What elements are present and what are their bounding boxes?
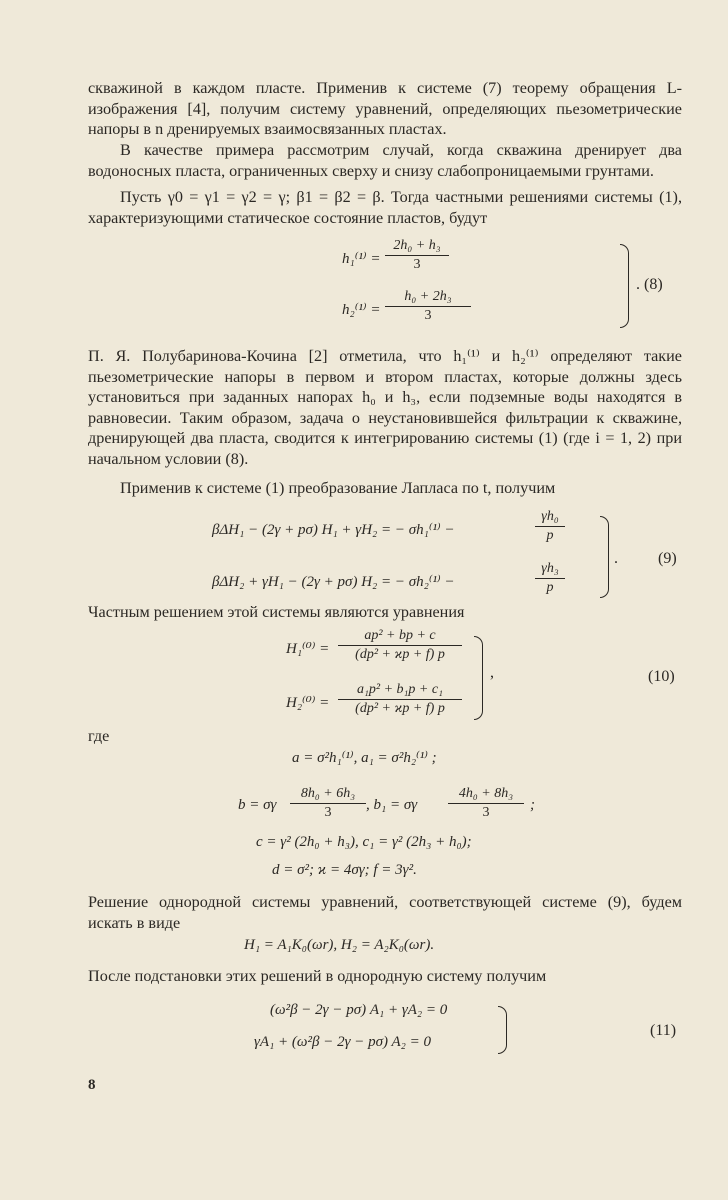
eq9-f1den: p [546, 528, 554, 543]
where-label: где [88, 727, 110, 745]
page-number: 8 [88, 1077, 96, 1093]
eq11-brace [498, 1006, 507, 1054]
paragraph-intro: скважиной в каждом пласте. Применив к системе (7) теорему обращения L-изображения [4], получим систему уравнений, определяющих пьезометрические напоры в n дренируемых взаимосвязанных пластах. [88, 79, 682, 138]
coef-b1-lhs: , b₁ = σγ [366, 797, 418, 813]
eq10-num1: ap² + bp + c [364, 628, 436, 643]
eq9-line1: βΔH₁ − (2γ + pσ) H₁ + γH₂ = − σh₁⁽¹⁾ − [212, 522, 455, 538]
paragraph-substitution: После подстановки этих решений в однородную систему получим [88, 967, 547, 985]
coef-b1-den: 3 [482, 805, 490, 820]
eq9-line2: βΔH₂ + γH₁ − (2γ + pσ) H₂ = − σh₂⁽¹⁾ − [212, 574, 455, 590]
eq8-den2: 3 [424, 308, 432, 323]
eq10-frac1 [338, 628, 462, 663]
eq8-lhs2: h₂⁽¹⁾ = [342, 302, 381, 318]
eq11-line2: γA₁ + (ω²β − 2γ − pσ) A₂ = 0 [254, 1034, 431, 1050]
eq9-f1num: γh₀ [541, 509, 559, 524]
coef-b-num: 8h₀ + 6h₃ [300, 786, 356, 801]
eq8-num1: 2h₀ + h₃ [393, 238, 441, 253]
eq9-brace [600, 516, 609, 598]
coef-b-frac [290, 786, 366, 821]
eq11-line1: (ω²β − 2γ − pσ) A₁ + γA₂ = 0 [270, 1002, 448, 1018]
paragraph-laplace: Применив к системе (1) преобразование Лапласа по t, получим [120, 479, 556, 497]
eq8-frac2 [385, 289, 471, 324]
coef-b1-num: 4h₀ + 8h₃ [458, 786, 514, 801]
eq9-label: . (9) [614, 550, 677, 567]
eq8-brace [620, 244, 629, 328]
eq9-f2num: γh₃ [541, 561, 559, 576]
coef-d: d = σ²; ϰ = 4σγ; f = 3γ². [272, 862, 417, 878]
paragraph-homogeneous: Решение однородной системы уравнений, соответствующей системе (9), будем искать в виде [88, 893, 682, 932]
eq9-f2den: p [546, 580, 554, 595]
eq8-num2: h₀ + 2h₃ [404, 289, 452, 304]
eq9-frac2 [535, 561, 565, 596]
eq8-den1: 3 [413, 257, 421, 272]
paragraph-let: Пусть γ0 = γ1 = γ2 = γ; β1 = β2 = β. Тогда частными решениями системы (1), характеризующими статическое состояние пластов, будут [88, 188, 682, 227]
eq10-num2: a₁p² + b₁p + c₁ [357, 682, 443, 697]
coef-c: c = γ² (2h₀ + h₃), c₁ = γ² (2h₃ + h₀); [256, 834, 472, 850]
eq10-den1: (dp² + ϰp + f) p [355, 647, 445, 662]
eq10-frac2 [338, 682, 462, 717]
coef-b-lhs: b = σγ [238, 797, 277, 813]
eq10-label: (10) [648, 668, 675, 685]
coef-b-den: 3 [324, 805, 332, 820]
eq11-label: (11) [650, 1022, 677, 1039]
eq10-comma: , [490, 664, 494, 681]
paragraph-polubarinova: П. Я. Полубаринова-Кочина [2] отметила, что h₁⁽¹⁾ и h₂⁽¹⁾ определяют такие пьезометрические напоры в первом и втором пластах, которые должны здесь установиться при заданных напорах h₀ и h₃, если подземные воды находятся в равновесии. Таким образом, задача о неустановившейся фильтрации к скважине, дренирующей два пласта, сводится к интегрированию системы (1) (где i = 1, 2) при начальном условии (8). [88, 347, 682, 468]
eq10-lhs2: H₂⁽⁰⁾ = [286, 695, 330, 711]
eq8-label: . (8) [636, 276, 663, 293]
coef-b-end: ; [530, 797, 535, 813]
paragraph-example: В качестве примера рассмотрим случай, когда скважина дренирует два водоносных пласта, ограниченных сверху и снизу слабопроницаемыми грунтами. [88, 141, 682, 180]
eq10-lhs1: H₁⁽⁰⁾ = [286, 641, 330, 657]
coef-a: a = σ²h₁⁽¹⁾, a₁ = σ²h₂⁽¹⁾ ; [292, 750, 437, 766]
eq8-lhs1: h₁⁽¹⁾ = [342, 251, 381, 267]
equation-H: H₁ = A₁K₀(ωr), H₂ = A₂K₀(ωr). [244, 937, 435, 953]
eq8-frac1 [385, 238, 449, 273]
eq9-frac1 [535, 509, 565, 544]
coef-b1-frac [448, 786, 524, 821]
paragraph-particular: Частным решением этой системы являются уравнения [88, 603, 465, 621]
eq10-den2: (dp² + ϰp + f) p [355, 701, 445, 716]
eq10-brace [474, 636, 483, 720]
